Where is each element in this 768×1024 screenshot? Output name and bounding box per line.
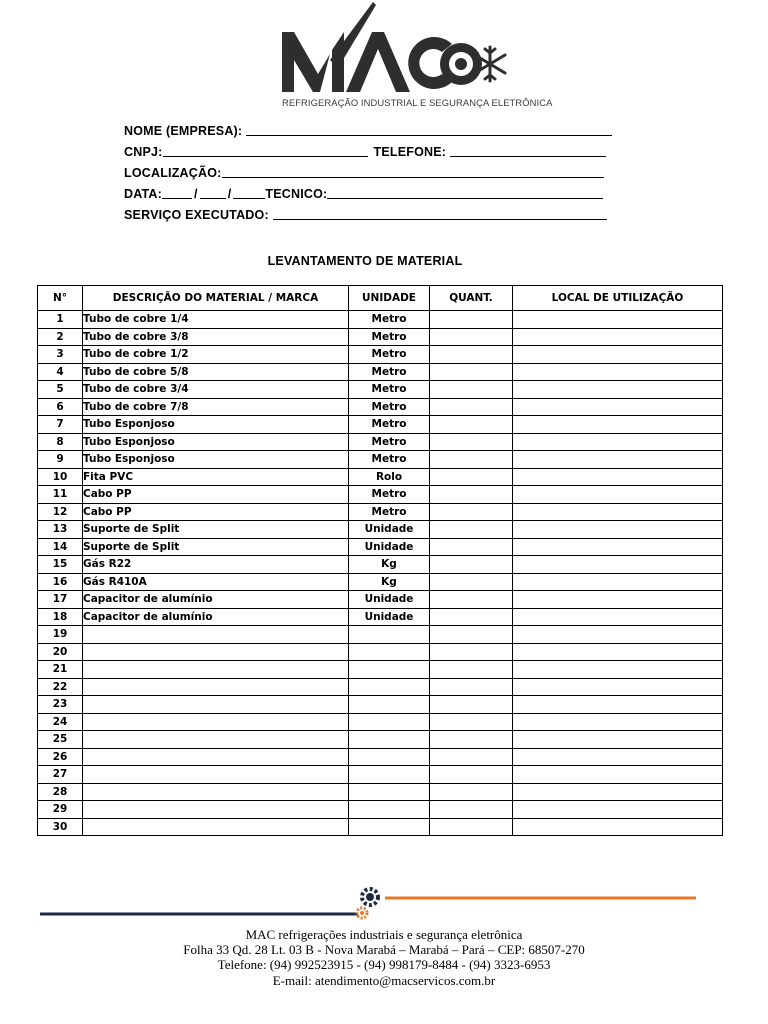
row-unit[interactable]: Metro [349, 311, 430, 329]
row-quantity[interactable] [430, 661, 513, 679]
row-description[interactable]: Suporte de Split [83, 521, 349, 539]
table-row [38, 468, 723, 486]
table-row [38, 626, 723, 644]
row-unit[interactable]: Unidade [349, 608, 430, 626]
row-description[interactable] [83, 678, 349, 696]
row-unit[interactable]: Metro [349, 346, 430, 364]
header-location: LOCAL DE UTILIZAÇÃO [513, 286, 723, 311]
row-unit[interactable] [349, 801, 430, 819]
header-number: N° [38, 286, 83, 311]
row-number: 8 [38, 433, 83, 451]
location-field[interactable] [222, 165, 604, 178]
row-location[interactable] [513, 678, 723, 696]
row-quantity[interactable] [430, 451, 513, 469]
mac-logo-graphic [280, 2, 520, 96]
row-description[interactable]: Tubo de cobre 5/8 [83, 363, 349, 381]
row-quantity[interactable] [430, 468, 513, 486]
row-location[interactable] [513, 591, 723, 609]
cnpj-field[interactable] [163, 144, 368, 157]
table-row [38, 748, 723, 766]
phone-label: TELEFONE: [373, 145, 447, 159]
row-quantity[interactable] [430, 363, 513, 381]
row-description[interactable]: Tubo Esponjoso [83, 433, 349, 451]
table-row [38, 818, 723, 836]
table-row [38, 696, 723, 714]
row-location[interactable] [513, 328, 723, 346]
phone-field[interactable] [450, 144, 606, 157]
row-number: 23 [38, 696, 83, 714]
table-row [38, 608, 723, 626]
row-unit[interactable]: Metro [349, 416, 430, 434]
row-number: 7 [38, 416, 83, 434]
row-number: 11 [38, 486, 83, 504]
row-number: 16 [38, 573, 83, 591]
row-unit[interactable] [349, 748, 430, 766]
table-row [38, 678, 723, 696]
row-number: 5 [38, 381, 83, 399]
row-unit[interactable] [349, 626, 430, 644]
header-description: DESCRIÇÃO DO MATERIAL / MARCA [83, 286, 349, 311]
row-quantity[interactable] [430, 783, 513, 801]
row-unit[interactable]: Metro [349, 486, 430, 504]
row-number: 27 [38, 766, 83, 784]
date-year-field[interactable] [233, 186, 265, 199]
row-description[interactable] [83, 801, 349, 819]
row-number: 25 [38, 731, 83, 749]
service-line [124, 201, 624, 222]
material-table [37, 285, 723, 836]
row-quantity[interactable] [430, 573, 513, 591]
row-quantity[interactable] [430, 538, 513, 556]
row-description[interactable]: Suporte de Split [83, 538, 349, 556]
row-description[interactable]: Fita PVC [83, 468, 349, 486]
row-number: 21 [38, 661, 83, 679]
row-number: 13 [38, 521, 83, 539]
row-description[interactable]: Tubo de cobre 3/8 [83, 328, 349, 346]
row-location[interactable] [513, 346, 723, 364]
row-quantity[interactable] [430, 643, 513, 661]
row-location[interactable] [513, 626, 723, 644]
row-quantity[interactable] [430, 713, 513, 731]
row-description[interactable] [83, 766, 349, 784]
row-location[interactable] [513, 416, 723, 434]
row-description[interactable]: Cabo PP [83, 486, 349, 504]
row-quantity[interactable] [430, 433, 513, 451]
row-description[interactable] [83, 818, 349, 836]
row-description[interactable]: Cabo PP [83, 503, 349, 521]
row-unit[interactable]: Metro [349, 363, 430, 381]
row-unit[interactable] [349, 731, 430, 749]
row-location[interactable] [513, 468, 723, 486]
table-row [38, 451, 723, 469]
row-description[interactable] [83, 626, 349, 644]
row-number: 10 [38, 468, 83, 486]
company-field[interactable] [246, 123, 612, 136]
table-row [38, 783, 723, 801]
table-row [38, 398, 723, 416]
row-quantity[interactable] [430, 591, 513, 609]
row-location[interactable] [513, 381, 723, 399]
row-unit[interactable]: Rolo [349, 468, 430, 486]
row-location[interactable] [513, 503, 723, 521]
location-line [124, 159, 624, 180]
table-row [38, 661, 723, 679]
date-line: DATA: / / TECNICO: [124, 180, 624, 201]
row-unit[interactable]: Metro [349, 398, 430, 416]
row-quantity[interactable] [430, 556, 513, 574]
row-location[interactable] [513, 818, 723, 836]
row-unit[interactable]: Metro [349, 381, 430, 399]
row-quantity[interactable] [430, 416, 513, 434]
footer-phones: Telefone: (94) 992523915 - (94) 998179-8484 - (94) 3323-6953 [217, 957, 551, 973]
section-title: LEVANTAMENTO DE MATERIAL [267, 254, 463, 268]
row-quantity[interactable] [430, 818, 513, 836]
footer-company: MAC refrigerações industriais e segurança eletrônica [245, 927, 523, 942]
row-unit[interactable] [349, 678, 430, 696]
row-unit[interactable]: Unidade [349, 538, 430, 556]
table-header-row [38, 286, 723, 311]
row-description[interactable] [83, 643, 349, 661]
row-number: 19 [38, 626, 83, 644]
row-location[interactable] [513, 538, 723, 556]
row-quantity[interactable] [430, 608, 513, 626]
table-row [38, 311, 723, 329]
table-row [38, 346, 723, 364]
row-location[interactable] [513, 573, 723, 591]
row-description[interactable]: Tubo Esponjoso [83, 451, 349, 469]
row-unit[interactable] [349, 783, 430, 801]
row-unit[interactable] [349, 713, 430, 731]
row-number: 1 [38, 311, 83, 329]
row-description[interactable] [83, 731, 349, 749]
table-row [38, 556, 723, 574]
row-location[interactable] [513, 451, 723, 469]
company-line [124, 117, 624, 138]
gears-icon [357, 889, 378, 918]
row-number: 22 [38, 678, 83, 696]
footer-address: Folha 33 Qd. 28 Lt. 03 B - Nova Marabá – Marabá – Pará – CEP: 68507-270 [183, 942, 585, 958]
row-description[interactable]: Tubo Esponjoso [83, 416, 349, 434]
row-number: 2 [38, 328, 83, 346]
table-row [38, 328, 723, 346]
table-body [38, 311, 723, 836]
row-description[interactable] [83, 696, 349, 714]
row-unit[interactable] [349, 696, 430, 714]
row-quantity[interactable] [430, 346, 513, 364]
row-location[interactable] [513, 661, 723, 679]
row-location[interactable] [513, 696, 723, 714]
table-row [38, 731, 723, 749]
technician-label: TECNICO: [265, 187, 328, 201]
row-location[interactable] [513, 643, 723, 661]
table-row [38, 433, 723, 451]
footer-email: E-mail: atendimento@macservicos.com.br [272, 972, 496, 988]
row-number: 15 [38, 556, 83, 574]
table-row [38, 363, 723, 381]
header-unit: UNIDADE [349, 286, 430, 311]
row-unit[interactable] [349, 818, 430, 836]
row-description[interactable]: Gás R22 [83, 556, 349, 574]
row-unit[interactable]: Metro [349, 451, 430, 469]
row-number: 3 [38, 346, 83, 364]
row-location[interactable] [513, 748, 723, 766]
footer-contact [0, 927, 768, 988]
row-number: 20 [38, 643, 83, 661]
service-field[interactable] [273, 207, 607, 220]
row-quantity[interactable] [430, 766, 513, 784]
row-location[interactable] [513, 398, 723, 416]
row-unit[interactable]: Metro [349, 503, 430, 521]
row-location[interactable] [513, 801, 723, 819]
row-location[interactable] [513, 731, 723, 749]
row-quantity[interactable] [430, 486, 513, 504]
company-logo [280, 2, 553, 112]
location-label: LOCALIZAÇÃO: [124, 166, 222, 180]
table-row [38, 766, 723, 784]
row-number: 6 [38, 398, 83, 416]
row-quantity[interactable] [430, 398, 513, 416]
table-row [38, 486, 723, 504]
row-unit[interactable]: Kg [349, 556, 430, 574]
row-number: 4 [38, 363, 83, 381]
date-day-field[interactable] [162, 186, 192, 199]
row-quantity[interactable] [430, 328, 513, 346]
row-unit[interactable] [349, 766, 430, 784]
row-description[interactable]: Capacitor de alumínio [83, 608, 349, 626]
row-quantity[interactable] [430, 801, 513, 819]
cnpj-label: CNPJ: [124, 145, 163, 159]
row-number: 18 [38, 608, 83, 626]
row-number: 28 [38, 783, 83, 801]
row-description[interactable]: Capacitor de alumínio [83, 591, 349, 609]
row-description[interactable]: Tubo de cobre 7/8 [83, 398, 349, 416]
table-row [38, 416, 723, 434]
row-quantity[interactable] [430, 731, 513, 749]
row-description[interactable] [83, 783, 349, 801]
row-number: 12 [38, 503, 83, 521]
table-row [38, 801, 723, 819]
row-unit[interactable] [349, 661, 430, 679]
table-row [38, 538, 723, 556]
row-location[interactable] [513, 363, 723, 381]
header-quantity: QUANT. [430, 286, 513, 311]
row-location[interactable] [513, 486, 723, 504]
row-number: 26 [38, 748, 83, 766]
row-location[interactable] [513, 783, 723, 801]
row-description[interactable] [83, 748, 349, 766]
row-number: 14 [38, 538, 83, 556]
row-location[interactable] [513, 311, 723, 329]
row-unit[interactable]: Kg [349, 573, 430, 591]
logo-tagline: REFRIGERAÇÃO INDUSTRIAL E SEGURANÇA ELETRÔNICA [282, 97, 553, 108]
row-location[interactable] [513, 608, 723, 626]
header-form [124, 117, 624, 222]
cnpj-line [124, 138, 624, 159]
row-description[interactable] [83, 713, 349, 731]
table-row [38, 591, 723, 609]
table-row [38, 503, 723, 521]
table-row [38, 643, 723, 661]
date-label: DATA: [124, 187, 163, 201]
row-description[interactable]: Tubo de cobre 1/2 [83, 346, 349, 364]
row-unit[interactable]: Metro [349, 433, 430, 451]
row-quantity[interactable] [430, 381, 513, 399]
row-unit[interactable]: Metro [349, 328, 430, 346]
row-unit[interactable] [349, 643, 430, 661]
row-description[interactable] [83, 661, 349, 679]
row-number: 29 [38, 801, 83, 819]
row-location[interactable] [513, 713, 723, 731]
row-number: 30 [38, 818, 83, 836]
company-label: NOME (EMPRESA): [124, 124, 243, 138]
row-quantity[interactable] [430, 503, 513, 521]
service-label: SERVIÇO EXECUTADO: [124, 208, 269, 222]
row-quantity[interactable] [430, 311, 513, 329]
row-location[interactable] [513, 556, 723, 574]
row-description[interactable]: Tubo de cobre 3/4 [83, 381, 349, 399]
row-quantity[interactable] [430, 678, 513, 696]
row-quantity[interactable] [430, 521, 513, 539]
row-unit[interactable]: Unidade [349, 591, 430, 609]
row-quantity[interactable] [430, 696, 513, 714]
row-location[interactable] [513, 766, 723, 784]
row-description[interactable]: Gás R410A [83, 573, 349, 591]
table-row [38, 381, 723, 399]
date-month-field[interactable] [200, 186, 226, 199]
row-number: 9 [38, 451, 83, 469]
table-row [38, 521, 723, 539]
row-quantity[interactable] [430, 748, 513, 766]
row-quantity[interactable] [430, 626, 513, 644]
footer-divider [40, 880, 700, 920]
row-number: 24 [38, 713, 83, 731]
row-location[interactable] [513, 521, 723, 539]
row-description[interactable]: Tubo de cobre 1/4 [83, 311, 349, 329]
row-location[interactable] [513, 433, 723, 451]
row-unit[interactable]: Unidade [349, 521, 430, 539]
technician-field[interactable] [327, 186, 603, 199]
row-number: 17 [38, 591, 83, 609]
table-row [38, 573, 723, 591]
table-row [38, 713, 723, 731]
